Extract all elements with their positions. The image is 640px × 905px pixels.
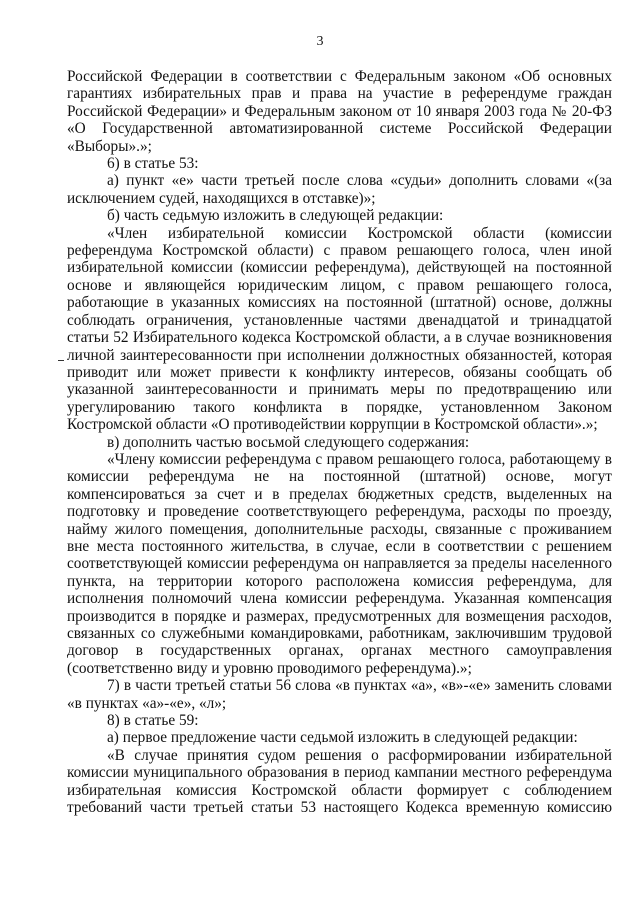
paragraph-quote-part-7: «Член избирательной комиссии Костромской области (комиссии референдума Костромской области) с правом решающего голоса, член иной избирательной комиссии (комиссии референдума), действующей на постоянной основе и являющейся юридическим лицом, с правом решающего голоса, работающие в указанных комиссиях на постоянной (штатной) основе, должны соблюдать ограничения, установленные частями двенадцатой и тринадцатой статьи 52 Избирательного кодекса Костромской области, а в случае возникновения личной заинтересованности при исполнении должностных обязанностей, которая приводит или может привести к конфликту интересов, обязаны сообщать об указанной заинтересованности и принимать меры по предотвращению или урегулированию такого конфликта в порядке, установленном Законом Костромской области «О противодействии коррупции в Костромской области».»; bbox=[67, 224, 612, 434]
paragraph-item-6a: а) пункт «е» части третьей после слова «судьи» дополнить словами «(за исключением судей, находящихся в отставке)»; bbox=[67, 172, 612, 207]
paragraph-quote-part-8: «Члену комиссии референдума с правом решающего голоса, работающему в комиссии референдума не на постоянной (штатной) основе, могут компенсироваться за счет и в пределах бюджетных средств, выделенных на подготовку и проведение соответствующего референдума, расходы по проезду, найму жилого помещения, дополнительные расходы, связанные с проживанием вне места постоянного жительства, в случае, если в соответствии с решением соответствующей комиссии референдума он направляется за пределы населенного пункта, на территории которого расположена комиссия референдума, для исполнения полномочий члена комиссии референдума. Указанная компенсация производится в порядке и размерах, предусмотренных для возмещения расходов, связанных со служебными командировками, работникам, заключившим трудовой договор в государственных органах, органах местного самоуправления (соответственно виду и уровню проводимого референдума).»; bbox=[67, 450, 612, 677]
document-body bbox=[67, 68, 612, 816]
paragraph-continuation: Российской Федерации в соответствии с Федеральным законом «Об основных гарантиях избирательных прав и права на участие в референдуме граждан Российской Федерации» и Федеральным законом от 10 января 2003 года № 20-ФЗ «О Государственной автоматизированной системе Российской Федерации «Выборы».»; bbox=[67, 68, 612, 155]
page-number: 3 bbox=[316, 34, 324, 49]
margin-mark bbox=[58, 360, 64, 361]
paragraph-item-6v: в) дополнить частью восьмой следующего содержания: bbox=[107, 433, 470, 451]
paragraph-item-8a: а) первое предложение части седьмой изложить в следующей редакции: bbox=[107, 729, 578, 747]
paragraph-item-8: 8) в статье 59: bbox=[107, 712, 199, 730]
paragraph-quote-part-7-art-59: «В случае принятия судом решения о расформировании избирательной комиссии муниципального образования в период кампании местного референдума избирательная комиссия Костромской области формирует с соблюдением требований части третьей статьи 53 настоящего Кодекса временную комиссию bbox=[67, 746, 612, 817]
paragraph-item-6b: б) часть седьмую изложить в следующей редакции: bbox=[107, 207, 444, 225]
paragraph-item-7: 7) в части третьей статьи 56 слова «в пунктах «а», «в»-«е» заменить словами «в пунктах «а»-«е», «л»; bbox=[67, 677, 612, 712]
paragraph-item-6: 6) в статье 53: bbox=[107, 155, 199, 173]
